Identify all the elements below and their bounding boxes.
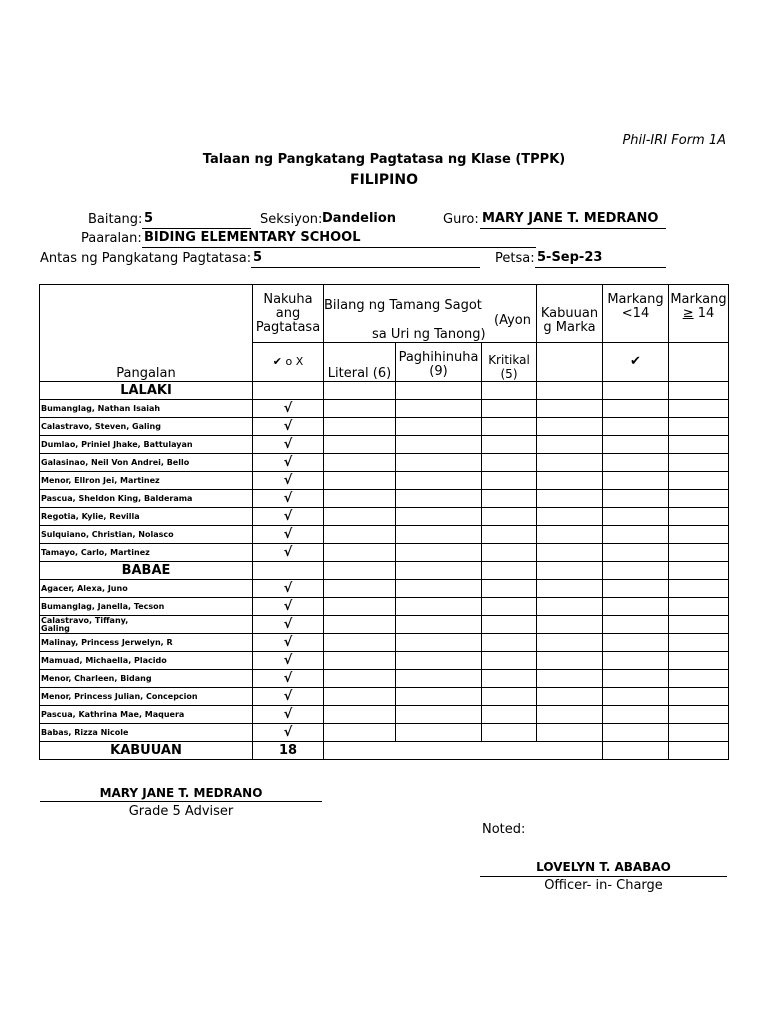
oic-name: LOVELYN T. ABABAO <box>536 860 671 874</box>
assessment-table <box>39 284 729 760</box>
antas-field: 5 <box>251 250 480 268</box>
markang-high-blank <box>669 343 729 382</box>
student-name: Agacer, Alexa, Juno <box>40 580 253 598</box>
student-name: Bumanglag, Janella, Tecson <box>40 598 253 616</box>
check-mark: √ <box>253 724 324 742</box>
kabuuan-header: Kabuuan g Marka <box>537 285 603 343</box>
bilang-header: Bilang ng Tamang Sagot (Ayon sa Uri ng Tanong) <box>324 285 537 343</box>
student-name: Babas, Rizza Nicole <box>40 724 253 742</box>
check-mark: √ <box>253 544 324 562</box>
student-name: Calastravo, Tiffany, Galing <box>40 616 253 634</box>
student-name: Dumlao, Priniel Jhake, Battulayan <box>40 436 253 454</box>
seksiyon-field: Dandelion <box>322 211 397 226</box>
check-mark: √ <box>253 526 324 544</box>
check-mark: √ <box>253 436 324 454</box>
check-mark: √ <box>253 580 324 598</box>
check-mark: √ <box>253 472 324 490</box>
kabuuan-header-blank <box>537 343 603 382</box>
antas-label: Antas ng Pangkatang Pagtatasa: <box>40 251 252 266</box>
kabuuan-label: KABUUAN <box>40 742 253 760</box>
subject-heading: FILIPINO <box>350 172 418 188</box>
student-name: Pascua, Kathrina Mae, Maquera <box>40 706 253 724</box>
student-name: Menor, Princess Julian, Concepcion <box>40 688 253 706</box>
pangalan-header: Pangalan <box>40 343 253 382</box>
student-name: Galasinao, Neil Von Andrei, Bello <box>40 454 253 472</box>
adviser-role: Grade 5 Adviser <box>128 804 234 819</box>
section-babae: BABAE <box>40 562 253 580</box>
guro-field: MARY JANE T. MEDRANO <box>480 211 666 229</box>
student-name: Menor, Ellron Jei, Martinez <box>40 472 253 490</box>
student-name: Sulquiano, Christian, Nolasco <box>40 526 253 544</box>
form-number: Phil-IRI Form 1A <box>622 133 726 148</box>
check-mark: √ <box>253 634 324 652</box>
markang-low-header: Markang <14 <box>603 285 669 343</box>
adviser-signature-line <box>40 801 322 802</box>
baitang-field: 5 <box>142 211 251 229</box>
check-mark: √ <box>253 454 324 472</box>
student-name: Regotia, Kylie, Revilla <box>40 508 253 526</box>
oic-signature-line <box>480 876 727 877</box>
markang-low-check: ✔ <box>603 343 669 382</box>
check-mark: √ <box>253 688 324 706</box>
kritikal-header: Kritikal (5) <box>482 343 537 382</box>
student-name: Pascua, Sheldon King, Balderama <box>40 490 253 508</box>
paghihinuha-header: Paghihinuha (9) <box>396 343 482 382</box>
section-lalaki: LALAKI <box>40 382 253 400</box>
petsa-label: Petsa: <box>495 251 535 266</box>
check-mark: √ <box>253 670 324 688</box>
document-title: Talaan ng Pangkatang Pagtatasa ng Klase (TPPK) <box>202 152 566 167</box>
student-name: Calastravo, Steven, Galing <box>40 418 253 436</box>
student-name: Bumanglag, Nathan Isaiah <box>40 400 253 418</box>
check-mark: √ <box>253 418 324 436</box>
paaralan-label: Paaralan: <box>81 231 142 246</box>
student-name: Tamayo, Carlo, Martinez <box>40 544 253 562</box>
check-mark: √ <box>253 652 324 670</box>
kabuuan-merged-cell <box>324 742 603 760</box>
guro-label: Guro: <box>443 212 479 227</box>
student-name: Malinay, Princess Jerwelyn, R <box>40 634 253 652</box>
pangalan-header-top <box>40 285 253 343</box>
check-x-header: ✔ ο X <box>253 343 324 382</box>
oic-role: Officer- in- Charge <box>544 878 663 893</box>
student-name: Menor, Charleen, Bidang <box>40 670 253 688</box>
noted-label: Noted: <box>482 822 526 837</box>
kabuuan-total: 18 <box>253 742 324 760</box>
check-mark: √ <box>253 598 324 616</box>
check-mark: √ <box>253 400 324 418</box>
check-mark: √ <box>253 490 324 508</box>
baitang-label: Baitang: <box>88 212 143 227</box>
adviser-name: MARY JANE T. MEDRANO <box>99 786 263 800</box>
nakuha-header: Nakuha ang Pagtatasa <box>253 285 324 343</box>
literal-header: Literal (6) <box>324 343 396 382</box>
seksiyon-label: Seksiyon: <box>260 212 323 227</box>
check-mark: √ <box>253 508 324 526</box>
petsa-field: 5-Sep-23 <box>535 250 666 268</box>
check-mark: √ <box>253 706 324 724</box>
check-mark: √ <box>253 616 324 634</box>
student-name: Mamuad, Michaella, Placido <box>40 652 253 670</box>
markang-high-header: Markang ≥ 14 <box>669 285 729 343</box>
paaralan-field: BIDING ELEMENTARY SCHOOL <box>142 230 536 248</box>
